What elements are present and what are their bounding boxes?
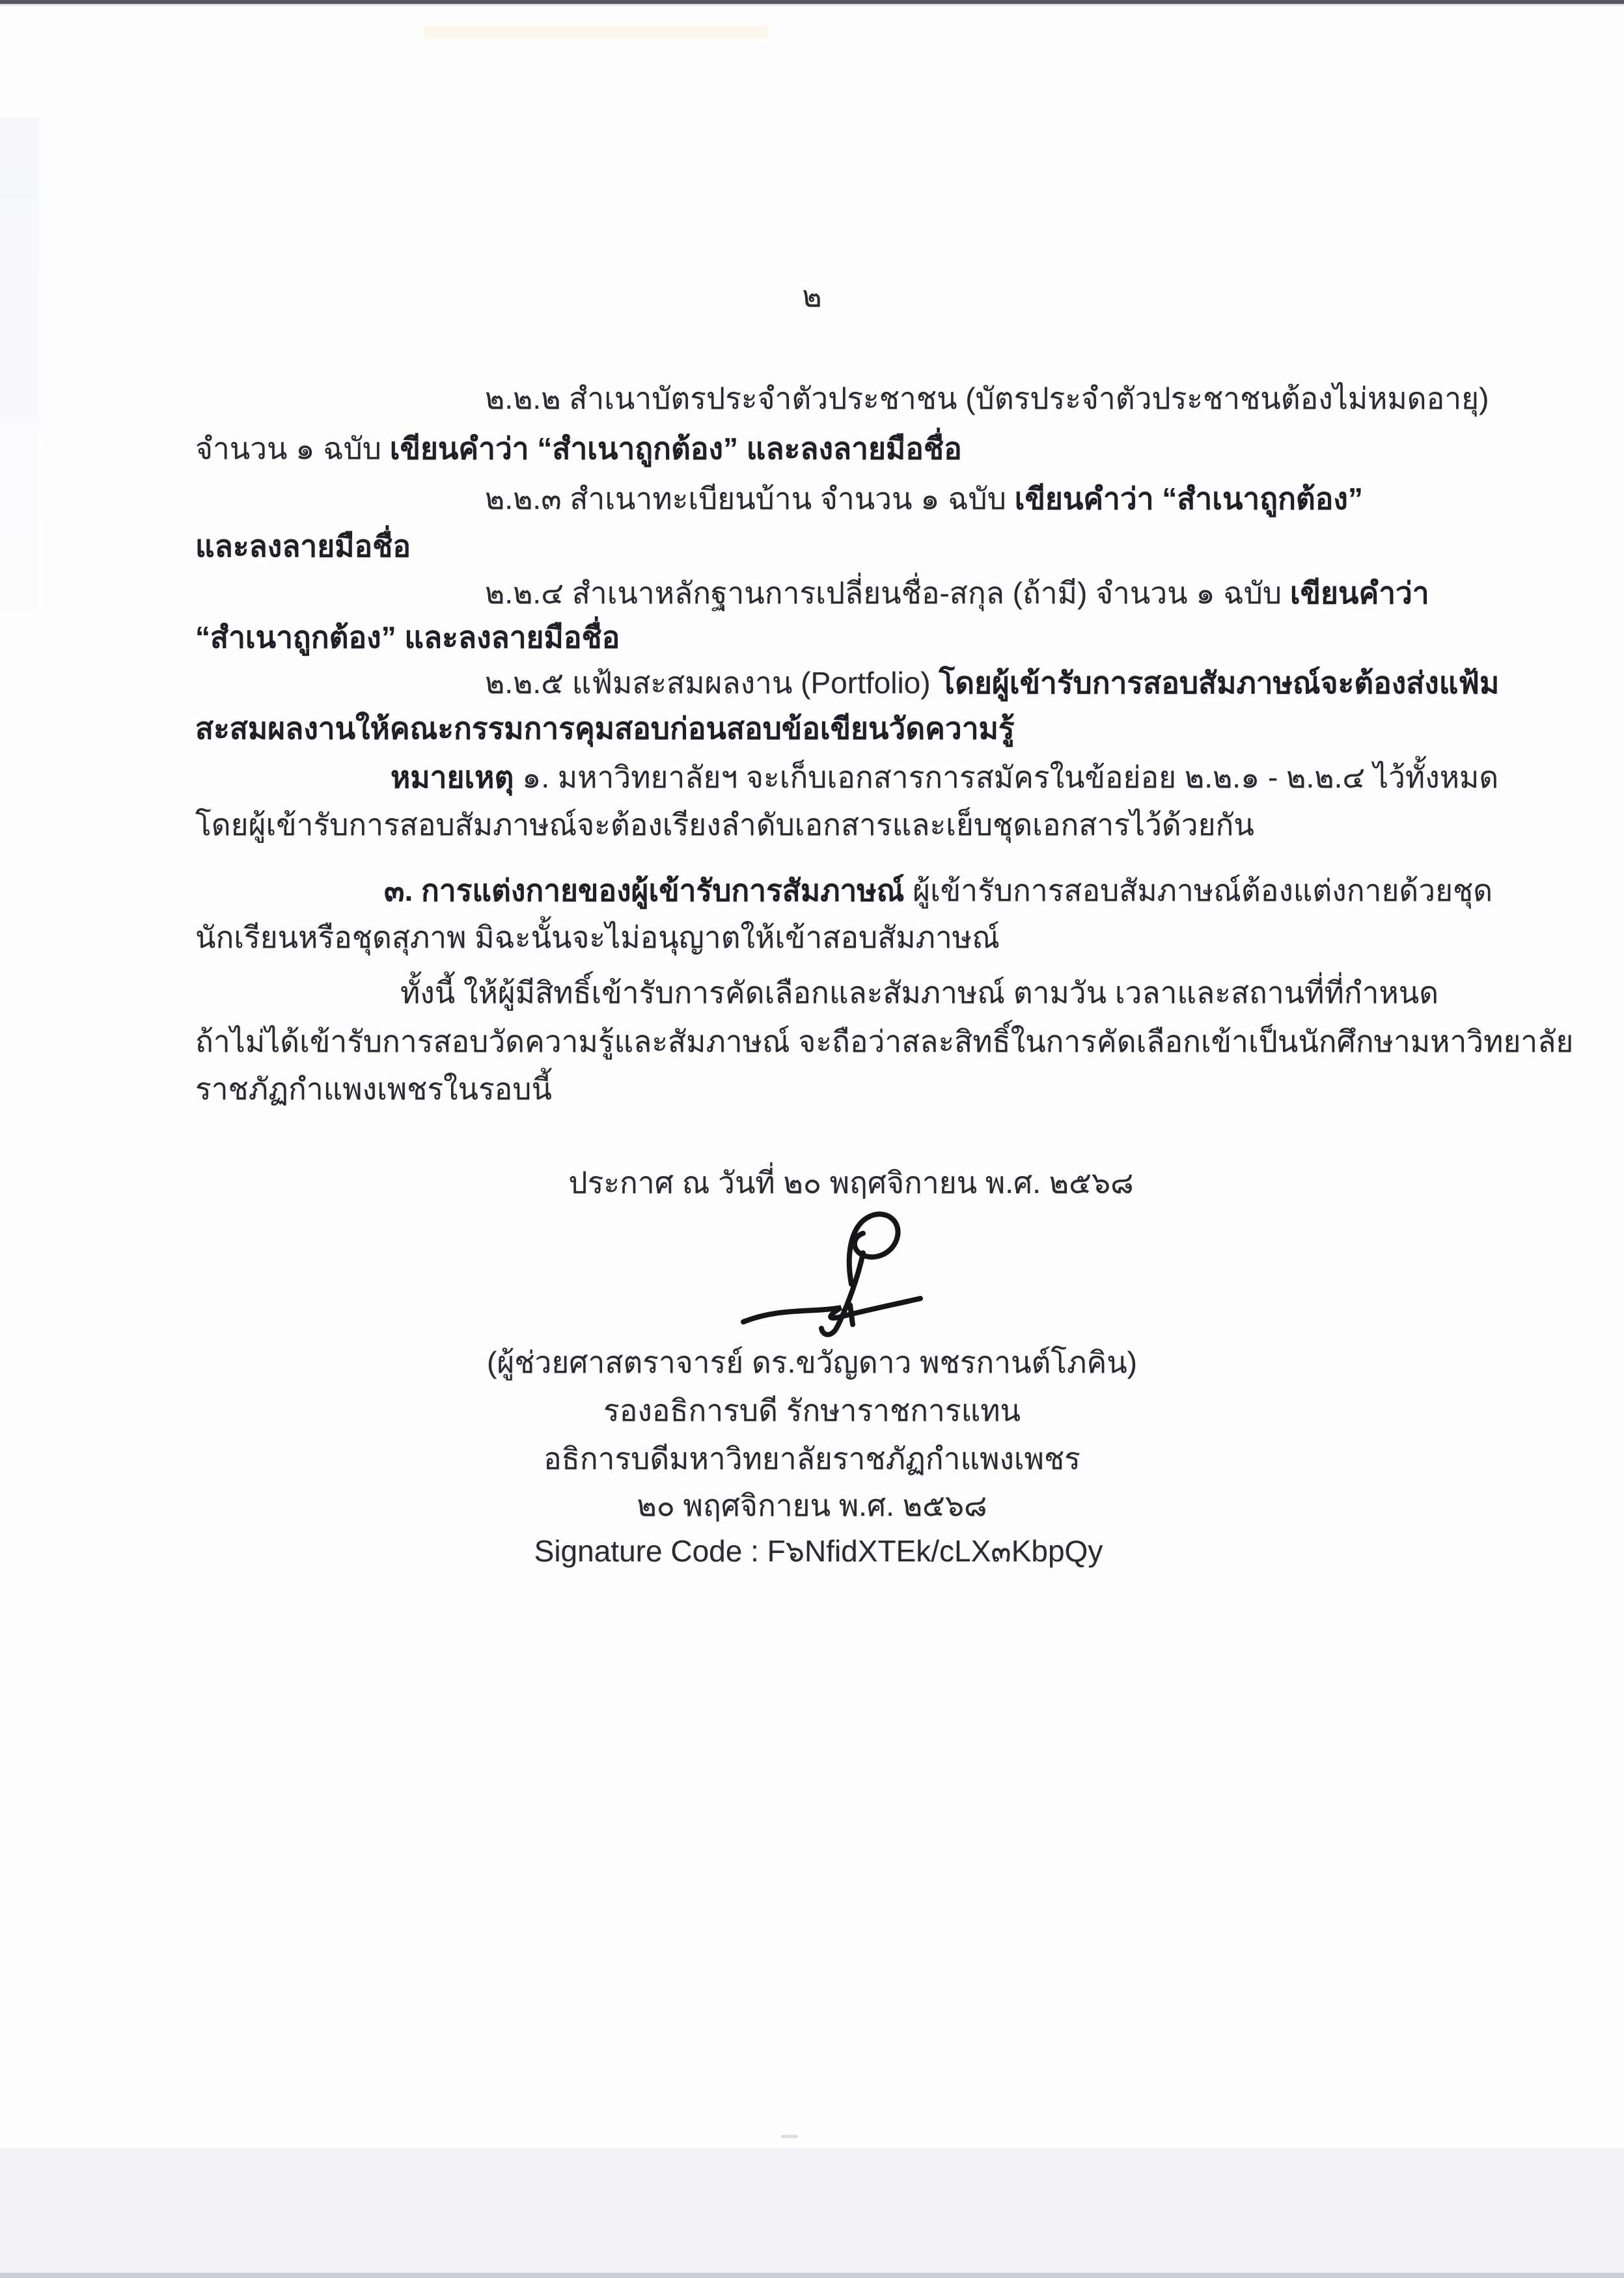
text-segment: ๒.๒.๕ แฟ้มสะสมผลงาน (Portfolio) (485, 666, 939, 700)
text-segment: ๒ (802, 279, 822, 313)
text-segment: นักเรียนหรือชุดสุภาพ มิฉะนั้นจะไม่อนุญาตให้เข้าสอบสัมภาษณ์ (195, 920, 1000, 954)
text-segment: ประกาศ ณ วันที่ ๒๐ พฤศจิกายน พ.ศ. ๒๕๖๘ (568, 1166, 1134, 1200)
sign-date-line (637, 1488, 987, 1524)
text-segment: Signature Code : F๖NfidXTEk/cLX๓KbpQy (534, 1534, 1103, 1568)
body-line-proviso-cont2 (195, 1071, 552, 1107)
text-segment: ทั้งนี้ ให้ผู้มีสิทธิ์เข้ารับการคัดเลือกและสัมภาษณ์ ตามวัน เวลาและสถานที่ที่กำหนด (400, 976, 1439, 1009)
body-line-item-2-2-3 (485, 481, 1363, 517)
text-segment: โดยผู้เข้ารับการสอบสัมภาษณ์จะต้องส่งแฟ้ม (939, 666, 1500, 700)
body-line-note-cont (195, 807, 1254, 843)
body-line-proviso-cont1 (195, 1024, 1573, 1060)
body-line-proviso (400, 975, 1438, 1011)
text-segment: เขียนคำว่า (1289, 576, 1429, 610)
text-segment: เขียนคำว่า “สำเนาถูกต้อง” และลงลายมือชื่อ (389, 432, 962, 465)
text-segment: หมายเหตุ (391, 760, 514, 794)
body-line-item-2-2-3-cont (195, 528, 411, 564)
scan-artifact-left-tint (0, 117, 39, 612)
body-line-note (391, 760, 1498, 795)
body-line-item-2-2-5 (485, 665, 1499, 701)
body-line-item-2-2-4-cont (195, 620, 620, 655)
body-line-item-2-2-5-cont (195, 711, 1015, 747)
text-segment: โดยผู้เข้ารับการสอบสัมภาษณ์จะต้องเรียงลำดับเอกสารและเย็บชุดเอกสารไว้ด้วยกัน (195, 808, 1254, 842)
text-segment: ถ้าไม่ได้เข้ารับการสอบวัดความรู้และสัมภาษณ์ จะถือว่าสละสิทธิ์ในการคัดเลือกเข้าเป็นนักศึกษามหาวิทยาลัย (195, 1024, 1574, 1058)
body-line-item-3-cont (195, 920, 1000, 955)
text-segment: สะสมผลงานให้คณะกรรมการคุมสอบก่อนสอบข้อเขียนวัดความรู้ (195, 711, 1015, 745)
text-segment: เขียนคำว่า “สำเนาถูกต้อง” (1014, 482, 1363, 515)
text-segment: ราชภัฏกำแพงเพชรในรอบนี้ (195, 1072, 552, 1106)
page-number (802, 279, 821, 314)
text-segment: ๓. การแต่งกายของผู้เข้ารับการสัมภาษณ์ (384, 873, 905, 907)
scan-artifact-bottom-band (0, 2148, 1624, 2278)
text-segment: จำนวน ๑ ฉบับ (195, 432, 390, 465)
signer-title-line-2 (544, 1441, 1080, 1477)
text-segment: ๑. มหาวิทยาลัยฯ จะเก็บเอกสารการสมัครในข้อย่อย ๒.๒.๑ - ๒.๒.๔ ไว้ทั้งหมด (514, 760, 1499, 794)
body-line-item-2-2-4 (485, 575, 1429, 611)
signer-name-line (487, 1345, 1137, 1380)
signer-title-line-1 (603, 1393, 1021, 1429)
announce-date-line (568, 1165, 1133, 1201)
scan-artifact-top-edge-2 (0, 4, 1624, 6)
handwritten-signature-image (716, 1201, 950, 1341)
scan-artifact-bottom-edge (0, 2273, 1624, 2278)
scan-artifact-fold-mark (781, 2135, 798, 2138)
body-line-item-3 (384, 873, 1493, 909)
text-segment: รองอธิการบดี รักษาราชการแทน (603, 1393, 1021, 1427)
text-segment: ๒.๒.๔ สำเนาหลักฐานการเปลี่ยนชื่อ-สกุล (ถ้ามี) จำนวน ๑ ฉบับ (485, 576, 1290, 610)
text-segment: ๒.๒.๓ สำเนาทะเบียนบ้าน จำนวน ๑ ฉบับ (485, 482, 1015, 515)
text-segment: ๒.๒.๒ สำเนาบัตรประจำตัวประชาชน (บัตรประจำตัวประชาชนต้องไม่หมดอายุ) (485, 381, 1489, 415)
text-segment: (ผู้ช่วยศาสตราจารย์ ดร.ขวัญดาว พชรกานต์โภคิน) (487, 1345, 1137, 1379)
scan-artifact-cream-strip (423, 26, 768, 39)
body-line-item-2-2-2-cont (195, 431, 962, 467)
text-segment: “สำเนาถูกต้อง” และลงลายมือชื่อ (195, 620, 620, 654)
signature-code-line (534, 1533, 1103, 1569)
text-segment: และลงลายมือชื่อ (195, 529, 411, 563)
text-segment: อธิการบดีมหาวิทยาลัยราชภัฏกำแพงเพชร (544, 1442, 1080, 1475)
text-segment: ๒๐ พฤศจิกายน พ.ศ. ๒๕๖๘ (637, 1489, 987, 1522)
text-segment: ผู้เข้ารับการสอบสัมภาษณ์ต้องแต่งกายด้วยชุด (904, 873, 1493, 907)
body-line-item-2-2-2 (485, 381, 1489, 417)
